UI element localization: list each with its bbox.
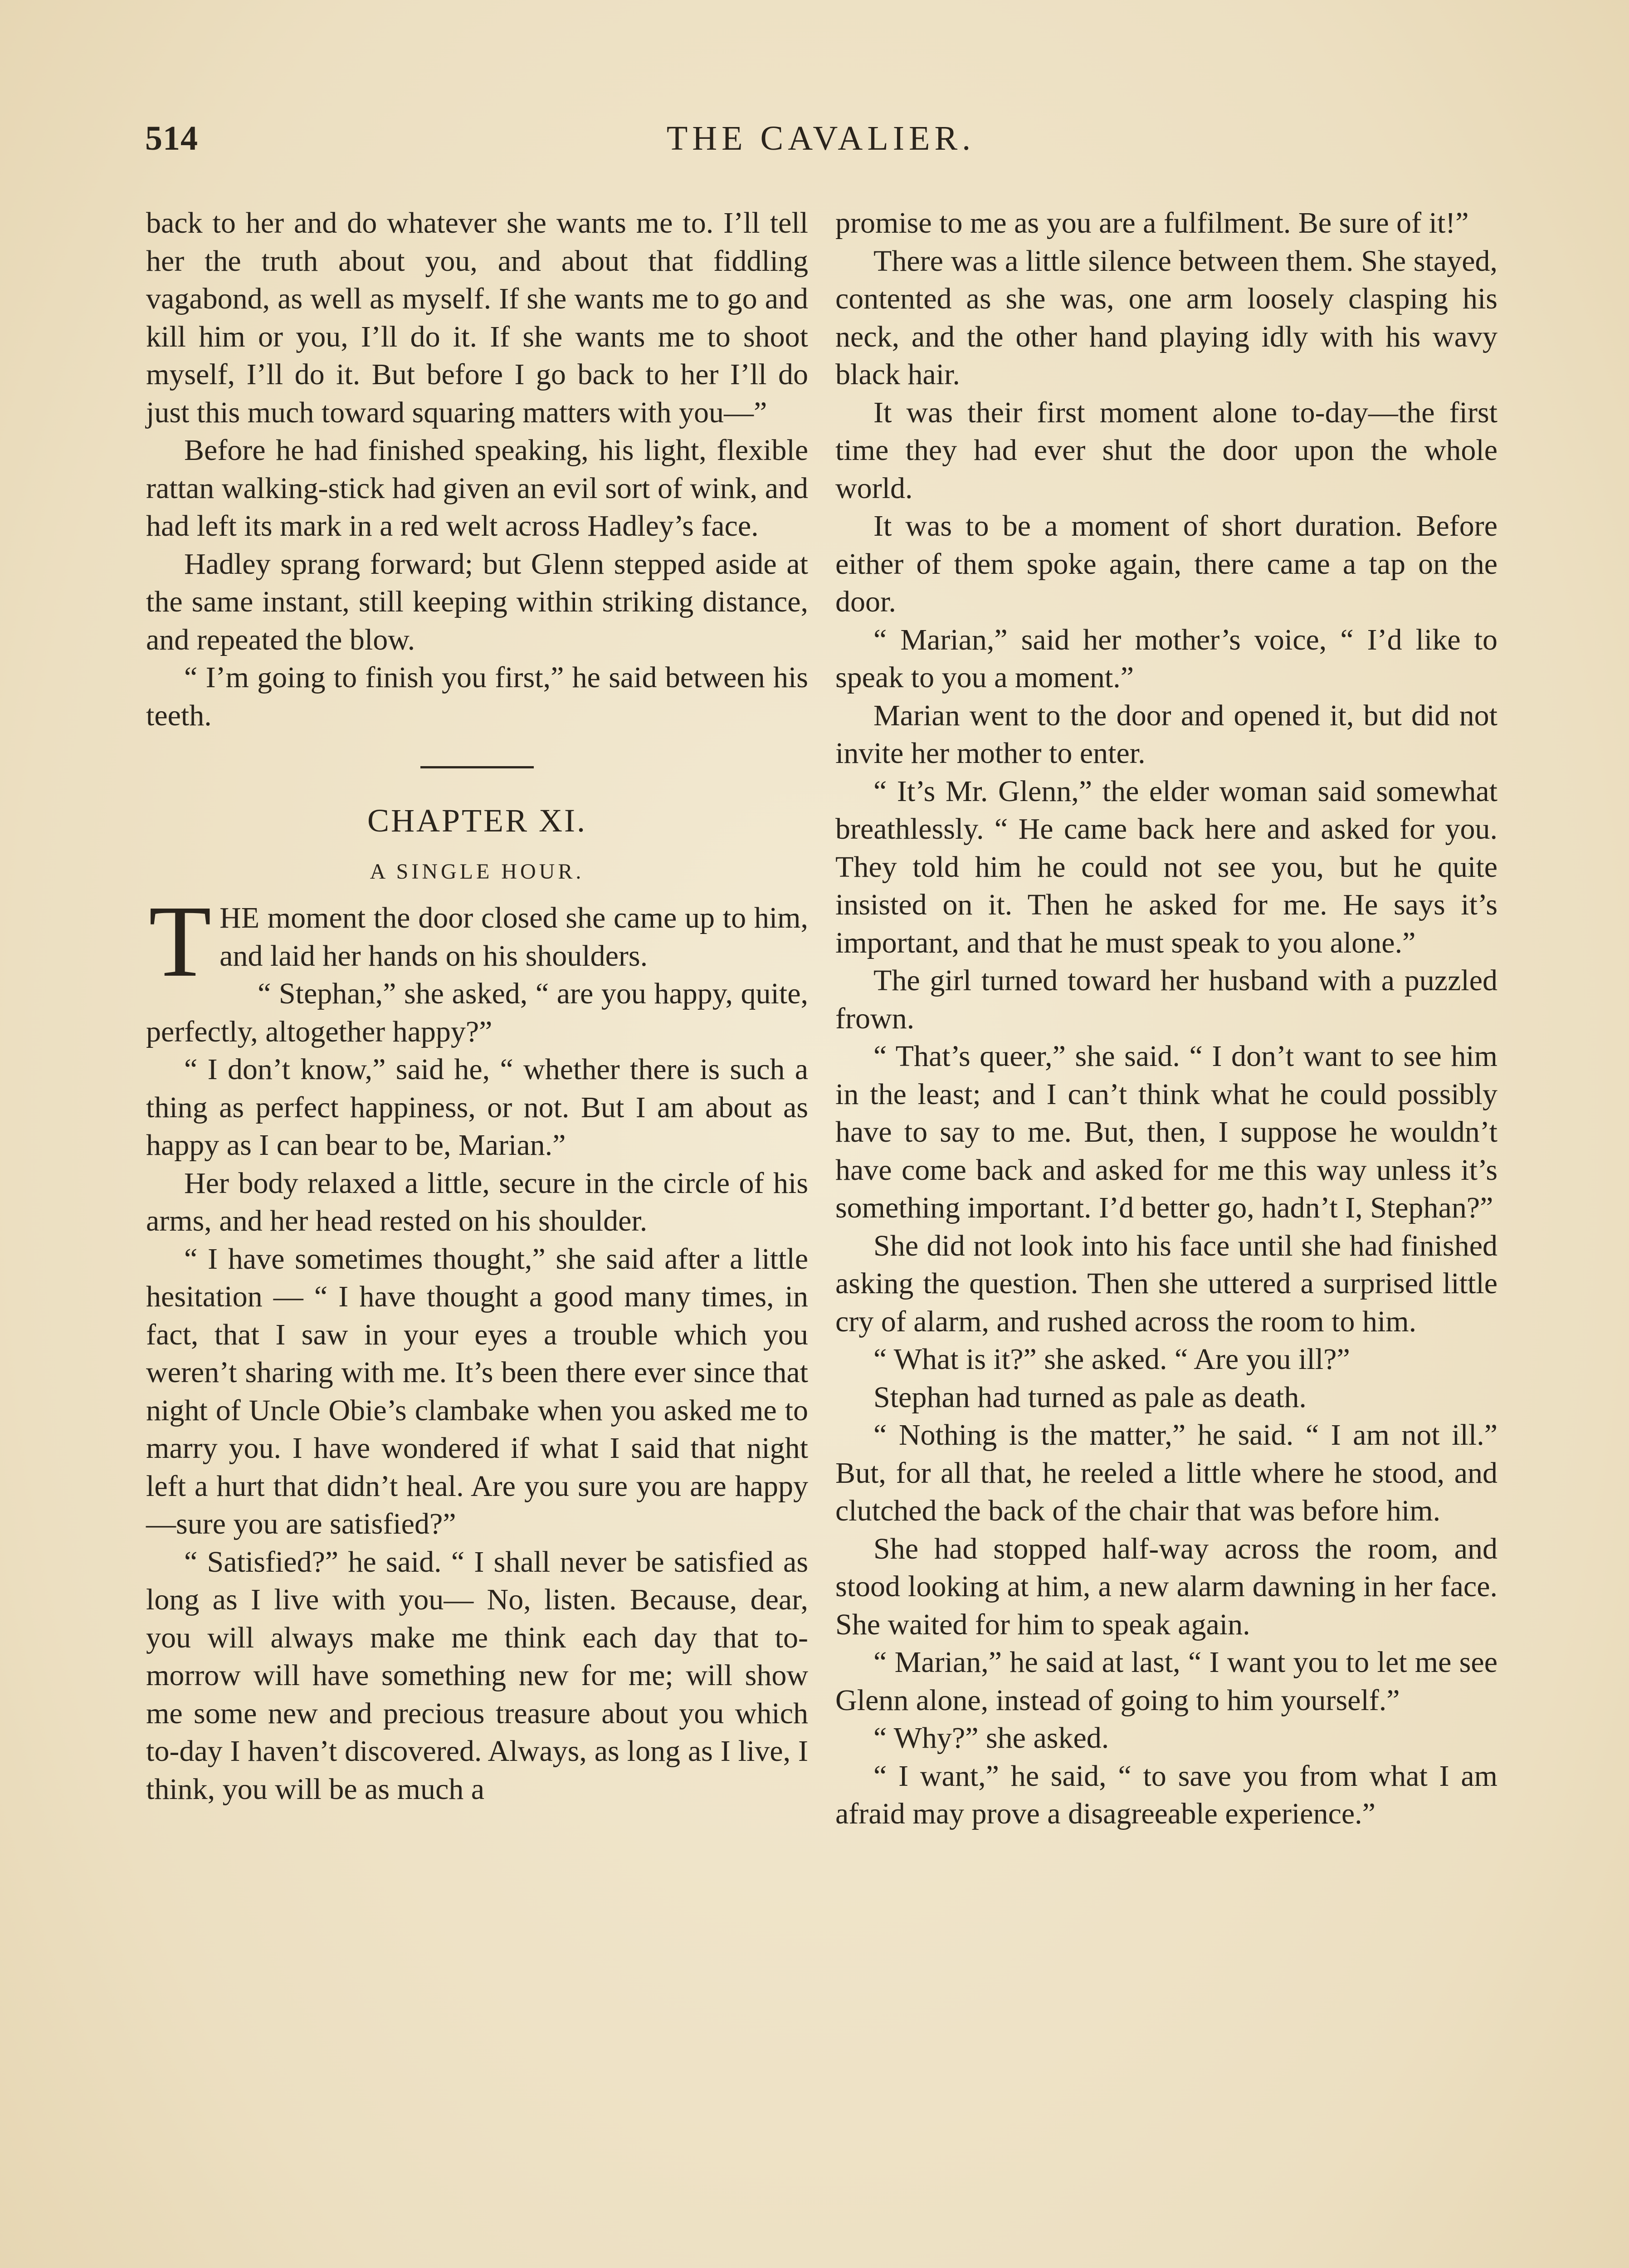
paragraph: “ Stephan,” she asked, “ are you happy, quite, perfectly, altogether happy?” [146,977,808,1048]
section-divider [420,766,534,768]
opening-text: HE moment the door closed she came up to him, and laid her hands on his shoulders. [219,901,808,973]
opening-paragraph [146,885,808,998]
paragraph: “ I want,” he said, “ to save you from what I am afraid may prove a disagreeable experience.” [835,1759,1497,1830]
paragraph: Before he had finished speaking, his light, flexible rattan walking-stick had given an evil sort of wink, and had left its mark in a red welt across Hadley’s face. [146,434,808,543]
paragraph: There was a little silence between them. She stayed, contented as she was, one arm loosely clasping his neck, and the other hand playing idly with his wavy black hair. [835,244,1497,391]
paragraph: Stephan had turned as pale as death. [873,1380,1307,1414]
chapter-title: CHAPTER XI. [367,802,587,839]
paragraph: “ I don’t know,” said he, “ whether there is such a thing as perfect happiness, or not. But I am about as happy as I can bear to be, Marian.” [146,1053,808,1162]
running-title: THE CAVALIER. [666,119,975,157]
paragraph: promise to me as you are a fulfilment. Be sure of it!” [835,206,1469,240]
chapter-subtitle: A SINGLE HOUR. [370,860,585,884]
paragraph: “ I’m going to finish you first,” he said between his teeth. [146,661,808,732]
paragraph: “ Marian,” said her mother’s voice, “ I’d like to speak to you a moment.” [835,623,1497,694]
paragraph: She did not look into his face until she had finished asking the question. Then she uttered a surprised little cry of alarm, and rushed across the room to him. [835,1229,1497,1338]
drop-cap: T [149,885,212,998]
paragraph: It was to be a moment of short duration. Before either of them spoke again, there came a tap on the door. [835,509,1497,618]
page-number: 514 [145,119,198,157]
paragraph: back to her and do whatever she wants me to. I’ll tell her the truth about you, and about that fiddling vagabond, as well as myself. If she wants me to go and kill him or you, I’ll do it. If she wants me to shoot myself, I’ll do it. But before I go back to her I’ll do just this much toward squaring matters with you—” [146,206,808,429]
right-column [835,204,1497,1833]
paragraph: Marian went to the door and opened it, but did not invite her mother to enter. [835,699,1497,770]
paragraph: Her body relaxed a little, secure in the circle of his arms, and her head rested on his shoulder. [146,1166,808,1237]
paragraph: “ Nothing is the matter,” he said. “ I am not ill.” But, for all that, he reeled a little where he stood, and clutched the back of the chair that was before him. [835,1418,1497,1527]
paragraph: It was their first moment alone to-day—the first time they had ever shut the door upon the whole world. [835,396,1497,505]
paragraph: She had stopped half-way across the room, and stood looking at him, a new alarm dawning in her face. She waited for him to speak again. [835,1532,1497,1641]
paragraph: “ That’s queer,” she said. “ I don’t want to see him in the least; and I can’t think what he could possibly have to say to me. But, then, I suppose he wouldn’t have come back and asked for me this way unless it’s something important. I’d better go, hadn’t I, Stephan?” [835,1040,1497,1224]
left-column [146,204,808,1808]
paragraph: “ Marian,” he said at last, “ I want you to let me see Glenn alone, instead of going to him yourself.” [835,1646,1497,1717]
page-header [145,119,1497,173]
paragraph: “ Why?” she asked. [873,1721,1109,1755]
paragraph: “ Satisfied?” he said. “ I shall never be satisfied as long as I live with you— No, listen. Because, dear, you will always make me think each day that to-morrow will have something new for me; will show me some new and precious treasure about you which to-day I haven’t discovered. Always, as long as I live, I think, you will be as much a [146,1545,808,1806]
paragraph: The girl turned toward her husband with a puzzled frown. [835,964,1497,1035]
paragraph: “ What is it?” she asked. “ Are you ill?” [873,1343,1350,1376]
paragraph: “ I have sometimes thought,” she said after a little hesitation — “ I have thought a good many times, in fact, that I saw in your eyes a trouble which you weren’t sharing with me. It’s been there ever since that night of Uncle Obie’s clambake when you asked me to marry you. I have wondered if what I said that night left a hurt that didn’t heal. Are you sure you are happy—sure you are satisfied?” [146,1242,808,1540]
paragraph: “ It’s Mr. Glenn,” the elder woman said somewhat breathlessly. “ He came back here and asked for you. They told him he could not see you, but he quite insisted on it. Then he asked for me. He says it’s important, and that he must speak to you alone.” [835,774,1497,959]
paragraph: Hadley sprang forward; but Glenn stepped aside at the same instant, still keeping within striking distance, and repeated the blow. [146,547,808,656]
